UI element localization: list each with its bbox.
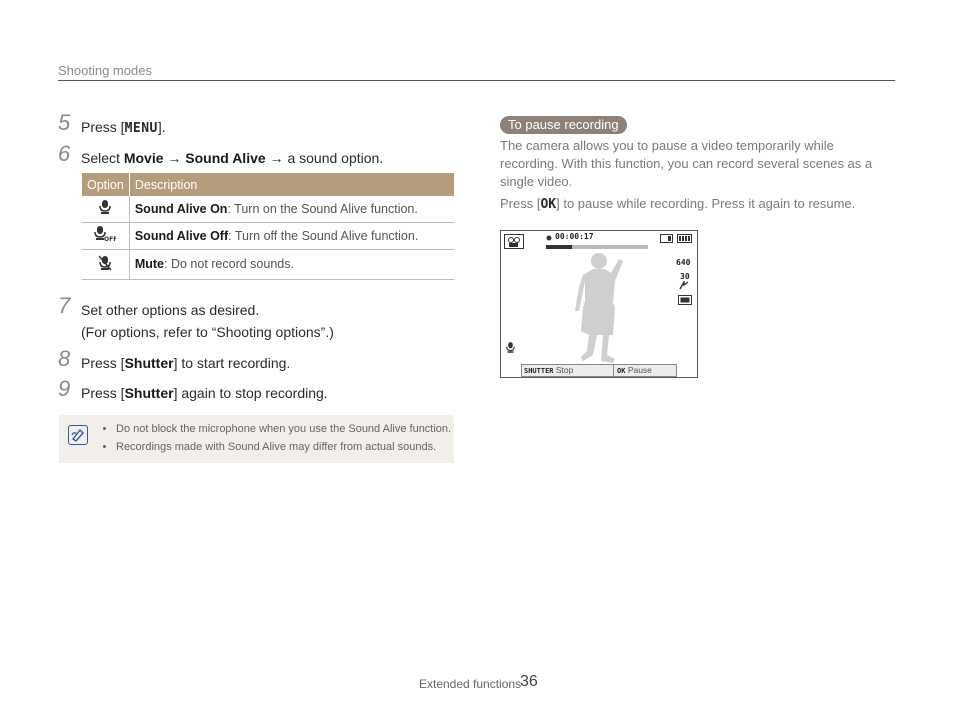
table-row: OFF Sound Alive Off: Turn off the Sound Alive function. [82,222,454,249]
shutter-key: SHUTTER [524,367,554,375]
pause-instruction: Press [OK] to pause while recording. Press it again to resume. [500,196,856,212]
menu-key: MENU [124,121,158,136]
section-header: Shooting modes [58,63,152,78]
camera-control-bar [521,364,677,377]
step-number: 5 [58,110,71,135]
step-number: 9 [58,376,71,401]
step-number: 6 [58,141,71,166]
header-divider [58,80,895,81]
battery-icon [677,234,693,243]
page-number: 36 [520,673,538,690]
bar-divider [613,364,614,377]
svg-text:OFF: OFF [104,236,117,242]
flash-off-icon [679,281,691,290]
pause-label: Pause [627,365,652,375]
column-header-option: Option [82,173,129,196]
section-pill-title: To pause recording [500,116,627,134]
mic-off-icon [94,226,116,242]
list-item: • Do not block the microphone when you use the Sound Alive function. [116,421,451,439]
step-number: 8 [58,346,71,371]
recording-timer: 00:00:17 [555,232,594,241]
person-silhouette [571,251,631,363]
ok-key: OK [540,197,557,212]
ok-key: OK [617,367,626,375]
list-item: • Recordings made with Sound Alive may differ from actual sounds. [116,439,451,457]
note-box [59,415,454,463]
record-dot-icon [546,235,552,241]
movie-mode-icon [504,234,524,249]
camera-screen [500,230,698,378]
footer-section-label: Extended functions [419,677,522,691]
mic-icon [506,342,515,353]
options-table [82,173,454,280]
recording-progress-fill [546,245,572,249]
recording-progress-bar [546,245,648,249]
image-quality-icon [678,295,692,305]
stop-label: Stop [555,365,574,375]
resolution-indicator: 640 [676,258,691,267]
table-row: Mute: Do not record sounds. [82,249,454,279]
note-icon [68,425,88,445]
memory-card-icon [660,234,673,243]
mic-icon [99,200,111,214]
pause-description: The camera allows you to pause a video temporarily while recording. With this function, you can record several scenes as a single video. [500,138,873,189]
note-list [104,421,451,456]
column-header-description: Description [129,173,454,196]
table-row: Sound Alive On: Turn on the Sound Alive function. [82,196,454,222]
mute-icon [98,255,112,271]
step-number: 7 [58,293,71,318]
table-header-row [82,173,454,196]
fps-indicator: 30 [680,272,690,281]
